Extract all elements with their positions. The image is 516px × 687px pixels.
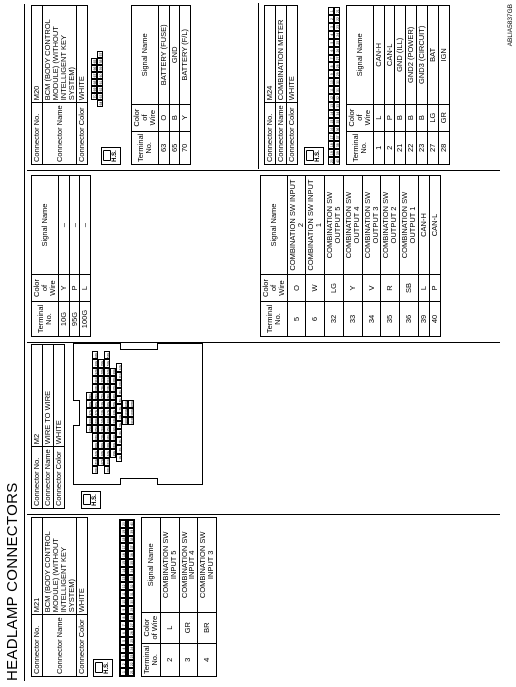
pin-cell: 34 <box>334 110 340 118</box>
pin-cell: 9G <box>116 388 122 396</box>
pin-cell: 38 <box>128 536 134 544</box>
table-row: 2 L COMBINATION SW INPUT 5 <box>160 518 179 677</box>
pin-cell: 1 <box>328 7 334 15</box>
pin-cell: 39 <box>334 149 340 157</box>
pin-cell: 25 <box>334 39 340 47</box>
table-row: 70 Y BATTERY (F/L) <box>180 6 191 165</box>
pin-cell: 99G <box>88 393 92 399</box>
column-m21 <box>27 516 500 681</box>
pin-cell: 64 <box>99 101 103 106</box>
pin-cell: 13 <box>328 102 334 110</box>
pin-cell: 24 <box>128 645 134 653</box>
pin-cell: 80G <box>94 467 98 473</box>
pin-cell: 33G <box>112 418 116 424</box>
m24-terminal-table: Terminal No. Color of Wire Signal Name 1 L CAN-H 2 P CAN-L 21 B GND (ILL) 22 B GND2 (POWER) 23 B GND3 (CIRCUIT) 27 LG BAT 28 GR IGN <box>346 5 450 165</box>
pin-cell: 28 <box>334 62 340 70</box>
pin-cell: 42G <box>106 450 110 457</box>
pin-cell: 36 <box>334 126 340 134</box>
table-row: 63 O BATTERY (FUSE) <box>158 6 169 165</box>
table-row: 36 SB COMBINATION SW OUTPUT 1 <box>400 176 419 337</box>
hs-icon: H.S. <box>304 147 324 165</box>
table-row: 39 L CAN-H <box>418 176 429 337</box>
pin-cell: 38G <box>112 377 116 383</box>
pin-cell: 20 <box>120 520 126 528</box>
pin-cell: 8 <box>328 62 334 70</box>
pin-cell: 53G <box>106 360 110 367</box>
pin-cell: 39 <box>128 528 134 536</box>
pin-cell: 37 <box>128 543 134 551</box>
pin-cell: 27 <box>334 55 340 63</box>
m2-connector-color: WHITE <box>53 345 64 447</box>
table-row: 40 P CAN-L <box>429 176 440 337</box>
pin-cell: 29G <box>112 450 116 457</box>
m24-pin-grid <box>328 7 340 165</box>
pin-cell: 89G <box>94 393 98 399</box>
table-row: 32 LG COMBINATION SW OUTPUT 5 <box>325 176 344 337</box>
m24-connector-no: M24 <box>265 6 276 103</box>
pin-cell: 31G <box>112 434 116 440</box>
pin-cell: 16 <box>120 551 126 559</box>
pin-cell: 8G <box>116 396 122 404</box>
pin-cell: 104G <box>130 408 134 416</box>
table-row: 28 GR IGN <box>438 6 449 165</box>
pin-cell: 30 <box>334 78 340 86</box>
pin-cell: 5 <box>120 637 126 645</box>
pin-cell: 65 <box>93 59 97 64</box>
pin-cell: 16 <box>328 126 334 134</box>
table-row: 21 B GND (ILL) <box>395 6 406 165</box>
hs-icon: H.S. <box>101 147 121 165</box>
column-divider <box>27 514 500 515</box>
pin-cell: 79G <box>100 360 104 367</box>
pin-cell: 1G <box>116 454 122 462</box>
pin-cell: 45G <box>106 426 110 432</box>
m21-connector-no: M21 <box>32 518 43 615</box>
pin-cell: 63 <box>99 94 103 99</box>
m21-connector-color: WHITE <box>77 518 88 615</box>
figure-code: ABLIA5837GB <box>507 4 514 47</box>
pin-cell: 17 <box>328 133 334 141</box>
pin-cell: 47G <box>106 409 110 416</box>
pin-cell: 51G <box>106 377 110 383</box>
pin-cell: 6G <box>116 413 122 421</box>
pin-cell: 35 <box>128 559 134 567</box>
pin-cell: 96G <box>88 418 92 424</box>
pin-cell: 2 <box>328 15 334 23</box>
pin-cell: 102G <box>124 400 128 408</box>
table-row: 4 BR COMBINATION SW INPUT 3 <box>198 518 217 677</box>
table-row: 1 L CAN-H <box>373 6 384 165</box>
pin-cell: 103G <box>130 417 134 424</box>
m2-connector-name: WIRE TO WIRE <box>42 345 53 447</box>
pin-cell: 33 <box>334 102 340 110</box>
pin-cell: 88G <box>94 401 98 408</box>
pin-cell: 23 <box>128 653 134 661</box>
pin-cell: 105G <box>130 400 134 408</box>
pin-cell: 30G <box>112 442 116 448</box>
pin-cell: 57 <box>99 52 103 57</box>
pin-cell: 37 <box>334 133 340 141</box>
pin-cell: 101G <box>124 408 128 416</box>
m2-connector-no: M2 <box>32 345 43 447</box>
pin-cell: 40 <box>128 520 134 528</box>
pin-cell: 7 <box>120 621 126 629</box>
pin-cell: 34 <box>128 567 134 575</box>
pin-cell: 24 <box>334 31 340 39</box>
pin-cell: 17 <box>120 543 126 551</box>
pin-cell: 49G <box>106 393 110 399</box>
pin-cell: 15 <box>120 559 126 567</box>
pin-cell: 35G <box>112 401 116 408</box>
pin-cell: 18 <box>328 141 334 149</box>
pin-cell: 8 <box>120 614 126 622</box>
pin-cell: 50G <box>106 385 110 391</box>
pin-cell: 5 <box>328 39 334 47</box>
pin-cell: 73G <box>100 409 104 416</box>
pin-cell: 4 <box>328 31 334 39</box>
pin-cell: 84G <box>94 434 98 440</box>
m21-connector-face <box>119 519 135 677</box>
label-connector-color: Connector Color <box>77 615 88 677</box>
pin-cell: 4 <box>120 645 126 653</box>
pin-cell: 36 <box>128 551 134 559</box>
pin-cell: 10G <box>118 381 122 387</box>
table-row: 5 O COMBINATION SW INPUT 2 <box>287 176 306 337</box>
m2-info-table: Connector No. M2 Connector Name WIRE TO WIRE Connector Color WHITE <box>31 344 65 509</box>
m2-pin-grid <box>86 351 134 474</box>
pin-cell: 10 <box>120 598 126 606</box>
m21-terminal-table: Terminal No. Color of Wire Signal Name 2 L COMBINATION SW INPUT 5 3 GR COMBINATION SW INPUT 4 4 BR COMBINATION SW INPUT 3 <box>141 517 217 677</box>
pin-cell: 91G <box>94 377 98 383</box>
m20-connector-no: M20 <box>32 6 43 103</box>
pin-cell: 6 <box>120 629 126 637</box>
table-row: 100G L – <box>80 176 91 337</box>
pin-cell: 13 <box>120 575 126 583</box>
table-row: 3 GR COMBINATION SW INPUT 4 <box>179 518 198 677</box>
pin-cell: 61 <box>99 80 103 85</box>
pin-cell: 7 <box>328 55 334 63</box>
pin-cell: 72G <box>100 418 104 424</box>
table-row: 22 B GND2 (POWER) <box>406 6 417 165</box>
m20-connector-name: BCM (BODY CONTROL MODULE) (WITHOUT INTELLIGENT KEY SYSTEM) <box>42 6 77 103</box>
pin-cell: 95G <box>88 426 92 432</box>
pin-cell: 62 <box>99 87 103 92</box>
pin-cell: 52G <box>106 369 110 375</box>
pin-cell: 33 <box>128 575 134 583</box>
column-m2 <box>27 338 500 513</box>
table-row: 2 P CAN-L <box>384 6 395 165</box>
pin-cell: 71G <box>100 426 104 432</box>
hs-icon: H.S. <box>81 491 101 509</box>
pin-cell: 23 <box>334 23 340 31</box>
pin-cell: 3 <box>120 653 126 661</box>
pin-cell: 83G <box>94 442 98 448</box>
pin-cell: 10 <box>328 78 334 86</box>
pin-cell: 37G <box>112 385 116 391</box>
pin-cell: 40 <box>334 157 340 165</box>
pin-cell: 41G <box>106 459 110 465</box>
pin-cell: 70 <box>93 94 97 99</box>
pin-cell: 2G <box>116 445 122 453</box>
pin-cell: 11 <box>120 590 126 598</box>
pin-cell: 68 <box>93 80 97 85</box>
m20-connector-color: WHITE <box>77 6 88 103</box>
pin-cell: 92G <box>94 369 98 375</box>
pin-cell: 34G <box>112 409 116 416</box>
pin-cell: 44G <box>106 434 110 440</box>
pin-cell: 14 <box>328 110 334 118</box>
m21-info-table <box>31 517 88 677</box>
pin-cell: 31 <box>128 590 134 598</box>
m2-terminal-table: Terminal No. Color of Wire Signal Name 10G Y – 95G P – 100G L – <box>31 175 91 337</box>
table-row: 10G Y – <box>58 176 69 337</box>
m24-connector-color: WHITE <box>286 6 297 103</box>
pin-cell: 39G <box>112 369 116 375</box>
pin-cell: 98G <box>88 401 92 408</box>
pin-cell: 76G <box>100 385 104 391</box>
m21-connector-name: BCM (BODY CONTROL MODULE) (WITHOUT INTELLIGENT KEY SYSTEM) <box>42 518 77 615</box>
pin-cell: 81G <box>94 459 98 465</box>
pin-cell: 82G <box>94 450 98 457</box>
pin-cell: 85G <box>94 426 98 432</box>
m20-info-table: Connector No. M20 Connector Name BCM (BODY CONTROL MODULE) (WITHOUT INTELLIGENT KEY SYSTEM) Connector Color WHITE <box>31 5 88 165</box>
pin-cell: 21 <box>128 668 134 676</box>
pin-cell: 20 <box>328 157 334 165</box>
pin-cell: 69G <box>100 442 104 448</box>
pin-cell: 3G <box>116 437 122 445</box>
pin-cell: 77G <box>100 377 104 383</box>
m20-pin-grid <box>91 51 103 107</box>
pin-cell: 1 <box>120 668 126 676</box>
table-row: 35 R COMBINATION SW OUTPUT 2 <box>381 176 400 337</box>
pin-cell: 27 <box>128 621 134 629</box>
pin-cell: 28 <box>128 614 134 622</box>
table-row: 23 B GND3 (CIRCUIT) <box>417 6 428 165</box>
pin-cell: 25 <box>128 637 134 645</box>
hs-icon: H.S. <box>93 659 113 677</box>
pin-cell: 12 <box>328 94 334 102</box>
label-connector-no: Connector No. <box>32 615 43 677</box>
pin-cell: 66 <box>93 66 97 71</box>
pin-cell: 29 <box>334 70 340 78</box>
m21-pin-grid <box>119 519 135 677</box>
pin-cell: 19 <box>120 528 126 536</box>
table-row: 95G P – <box>69 176 80 337</box>
pin-cell: 38 <box>334 141 340 149</box>
m20-terminal-table: Terminal No. Color of Wire Signal Name 63 O BATTERY (FUSE) 65 B GND 70 Y BATTERY (F/L) <box>131 5 191 165</box>
pin-cell: 78G <box>100 369 104 375</box>
pin-cell: 54G <box>106 352 110 358</box>
table-row: 27 LG BAT <box>428 6 439 165</box>
pin-cell: 21 <box>334 7 340 15</box>
pin-cell: 32 <box>128 582 134 590</box>
pin-cell: 15 <box>328 118 334 126</box>
pin-cell: 97G <box>88 409 92 416</box>
pin-cell: 5G <box>116 421 122 429</box>
pin-cell: 9 <box>328 70 334 78</box>
pin-cell: 32 <box>334 94 340 102</box>
pin-cell: 22 <box>334 15 340 23</box>
column-m20 <box>27 3 246 169</box>
pin-cell: 11G <box>118 373 122 379</box>
pin-cell: 86G <box>94 418 98 424</box>
m21-terminal-table-continued: Terminal No. Color of Wire Signal Name 5 O COMBINATION SW INPUT 2 6 W COMBINATION SW INPUT 1 32 LG COMBINATION SW OUTPUT 5 33 Y COMBINATION SW OUTPUT 4 34 V COMBINATION SW OUTPUT 3 35 R COMBINATION SW OUTPUT 2 36 SB COMBINATION SW OUTPUT 1 39 L CAN-H 40 P CAN-L <box>260 175 441 337</box>
pin-cell: 35 <box>334 118 340 126</box>
pin-cell: 43G <box>106 442 110 448</box>
title-rule <box>24 4 25 681</box>
pin-cell: 3 <box>328 23 334 31</box>
pin-cell: 12G <box>118 364 122 371</box>
pin-cell: 93G <box>94 360 98 367</box>
section-divider <box>258 3 259 169</box>
pin-cell: 40G <box>106 467 110 473</box>
pin-cell: 68G <box>100 450 104 457</box>
table-row: 34 V COMBINATION SW OUTPUT 3 <box>362 176 381 337</box>
pin-cell: 32G <box>112 426 116 432</box>
pin-cell: 26 <box>128 629 134 637</box>
pin-cell: 67G <box>100 459 104 465</box>
pin-cell: 70G <box>100 434 104 440</box>
pin-cell: 14 <box>120 567 126 575</box>
page-title: HEADLAMP CONNECTORS <box>4 482 21 681</box>
pin-cell: 75G <box>100 393 104 399</box>
pin-cell: 48G <box>106 401 110 408</box>
pin-cell: 36G <box>112 393 116 399</box>
pin-cell: 11 <box>328 86 334 94</box>
label-connector-name: Connector Name <box>42 615 77 677</box>
column-m21-continued <box>260 171 500 341</box>
pin-cell: 87G <box>94 409 98 416</box>
pin-cell: 29 <box>128 606 134 614</box>
pin-cell: 12 <box>120 582 126 590</box>
pin-cell: 94G <box>94 352 98 358</box>
pin-cell: 69 <box>93 87 97 92</box>
pin-cell: 19 <box>328 149 334 157</box>
pin-cell: 58 <box>99 59 103 64</box>
m24-info-table: Connector No. M24 Connector Name COMBINATION METER Connector Color WHITE <box>264 5 298 165</box>
pin-cell: 31 <box>334 86 340 94</box>
table-row: 33 Y COMBINATION SW OUTPUT 4 <box>343 176 362 337</box>
pin-cell: 59 <box>99 66 103 71</box>
pin-cell: 22 <box>128 660 134 668</box>
pin-cell: 18 <box>120 536 126 544</box>
pin-cell: 2 <box>120 660 126 668</box>
pin-cell: 7G <box>116 404 122 412</box>
pin-cell: 4G <box>116 429 122 437</box>
pin-cell: 46G <box>106 418 110 424</box>
m2-connector-face <box>73 343 203 485</box>
pin-cell: 30 <box>128 598 134 606</box>
table-row: 65 B GND <box>169 6 180 165</box>
pin-cell: 67 <box>93 73 97 78</box>
pin-cell: 26 <box>334 47 340 55</box>
pin-cell: 6 <box>328 47 334 55</box>
column-m24 <box>260 3 500 169</box>
pin-cell: 9 <box>120 606 126 614</box>
pin-cell: 60 <box>99 73 103 78</box>
pin-cell: 74G <box>100 401 104 408</box>
pin-cell: 90G <box>94 385 98 391</box>
pin-cell: 100G <box>124 417 128 424</box>
column-divider <box>27 170 500 171</box>
column-divider <box>27 342 500 343</box>
m24-connector-name: COMBINATION METER <box>275 6 286 103</box>
table-row: 6 W COMBINATION SW INPUT 1 <box>306 176 325 337</box>
